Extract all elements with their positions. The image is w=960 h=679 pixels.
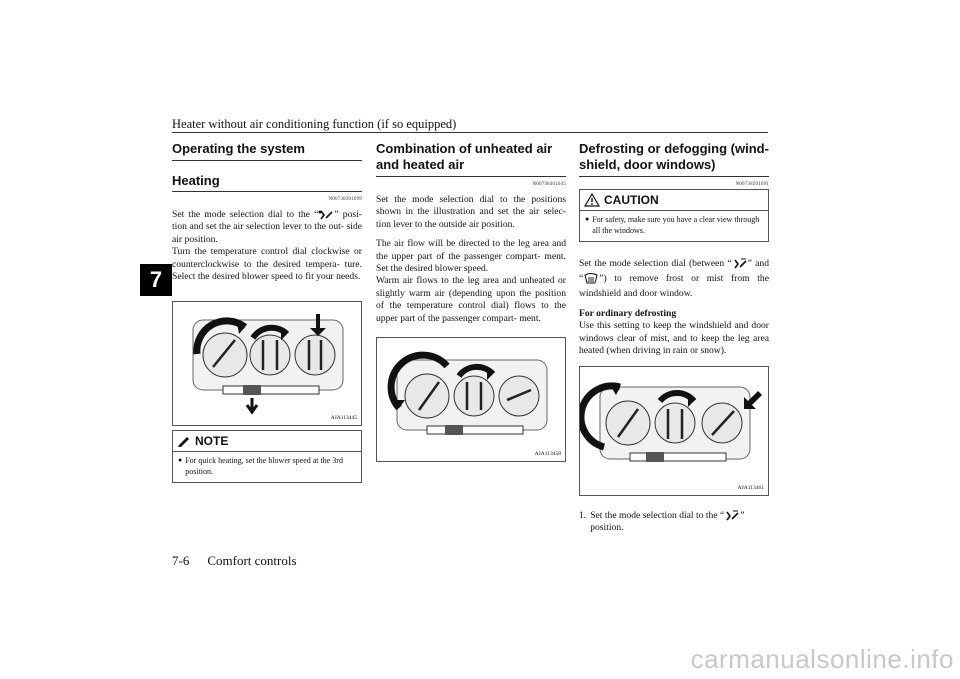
section-code: N00738401045 [532,182,566,187]
note-icon [177,435,191,447]
footer-section: Comfort controls [207,553,297,568]
note-box [172,430,362,483]
heater-panel-illustration [580,367,768,495]
section-title: Operating the system [172,137,362,161]
step-item [579,510,769,535]
caution-box [579,189,769,242]
note-text: For quick heating, set the blower speed at the 3rd position. [185,456,343,477]
floor-defrost-mode-icon [732,258,748,270]
figure-code: AJA113458 [534,451,561,458]
watermark: carmanualsonline.info [690,644,954,674]
section-code: N00738301099 [328,197,362,202]
bullet-icon: ● [178,456,183,465]
column-combination [376,137,566,462]
step-number: 1. [579,509,587,521]
caution-label: CAUTION [604,193,659,207]
figure-code: AJA113461 [737,484,764,491]
section-title: Defrosting or defogging (wind- shield, door windows) [579,137,769,177]
chapter-tab: 7 [140,264,172,296]
running-header: Heater without air conditioning function (if so equipped) [172,117,457,131]
column-operating-system [172,137,362,483]
heater-panel-illustration [173,302,361,425]
bullet-icon: ● [585,215,590,223]
control-panel-figure [579,366,769,496]
page-footer [172,553,297,569]
header-rule [172,132,768,133]
caution-triangle-icon [584,193,600,207]
control-panel-figure [376,337,566,462]
figure-code: AJA113445 [330,415,357,422]
subsection-title: Heating [172,161,362,192]
body-paragraph: Use this setting to keep the windshield and door windows clear of mist, and to keep the leg area heated (when driving in rain or snow). [579,320,769,357]
caution-text: For safety, make sure you have a clear view through all the windows. [592,215,760,235]
control-panel-figure [172,301,362,426]
defrost-mode-icon [583,273,599,285]
floor-defrost-mode-icon [724,510,740,522]
page-number: 7-6 [172,553,190,568]
body-paragraph: Warm air flows to the leg area and unheated or slightly warm air (depending upon the position of the temperature control dial) flows to the upper part of the passenger compart- ment. [376,275,566,324]
body-paragraph: Set the mode selection dial to the positions shown in the illustration and set the air selec- tion lever to the outside air position. [376,194,566,230]
floor-mode-icon [318,210,334,220]
body-paragraph: The air flow will be directed to the leg area and the upper part of the passenger compart- ment. Set the desired blower speed. [376,238,566,275]
heater-panel-illustration [377,338,565,461]
step-text: Set the mode selection dial to the “ ” position. [590,509,745,534]
column-defrosting [579,137,769,535]
body-paragraph: Turn the temperature control dial clockwise or counterclockwise to the desired tempera- ture. Select the desired blower speed to fit your needs. [172,246,362,283]
section-code: N00738501091 [735,182,769,187]
body-paragraph: Set the mode selection dial (between “ ” and “ ”) to remove frost or mist from the windshield and door window. [579,258,769,299]
note-label: NOTE [195,434,229,449]
section-title: Combination of unheated air and heated air [376,137,566,177]
body-paragraph: Set the mode selection dial to the “ ” posi- tion and set the air selection lever to the out- side air position. [172,209,362,245]
sub-heading: For ordinary defrosting [579,308,677,319]
